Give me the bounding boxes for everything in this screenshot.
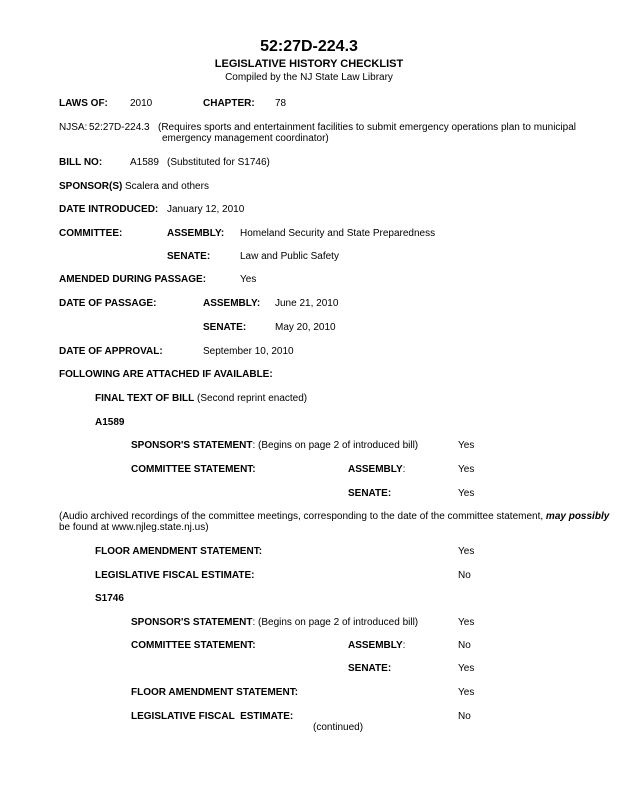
passage-assembly-value: June 21, 2010 — [275, 298, 339, 309]
bill-no-note: (Substituted for S1746) — [167, 157, 270, 168]
date-introduced-value: January 12, 2010 — [167, 204, 245, 215]
s1746-floor-value: Yes — [458, 687, 475, 698]
a1589-sponsor-statement — [131, 440, 418, 452]
a1589-floor-label: FLOOR AMENDMENT STATEMENT: — [95, 546, 263, 557]
bill-no-value: A1589 — [130, 157, 159, 168]
a1589-assembly-label: ASSEMBLY — [348, 464, 403, 475]
a1589-senate-value: Yes — [458, 488, 475, 499]
passage-senate-label: SENATE: — [203, 322, 247, 333]
a1589-heading: A1589 — [95, 417, 125, 428]
s1746-floor-label: FLOOR AMENDMENT STATEMENT: — [131, 687, 299, 698]
chapter-label: CHAPTER: — [203, 98, 255, 109]
a1589-assembly — [348, 464, 405, 476]
amended-value: Yes — [240, 274, 257, 285]
s1746-assembly-label: ASSEMBLY — [348, 640, 403, 651]
attached-heading: FOLLOWING ARE ATTACHED IF AVAILABLE: — [59, 369, 273, 380]
njsa-value: 52:27D-224.3 — [89, 122, 150, 133]
audio-note-emphasis: may possibly — [545, 511, 610, 522]
final-text-label: FINAL TEXT OF BILL — [95, 393, 195, 404]
passage-senate-value: May 20, 2010 — [275, 322, 336, 333]
committee-senate-label: SENATE: — [167, 251, 211, 262]
s1746-senate-value: Yes — [458, 663, 475, 674]
bill-no-label: BILL NO: — [59, 157, 103, 168]
final-text-note: (Second reprint enacted) — [197, 393, 308, 404]
audio-note-line2: be found at www.njleg.state.nj.us) — [59, 522, 209, 533]
chapter-value: 78 — [275, 98, 287, 109]
passage-label: DATE OF PASSAGE: — [59, 298, 157, 309]
a1589-fiscal-value: No — [458, 570, 471, 581]
committee-senate-value: Law and Public Safety — [240, 251, 339, 262]
njsa-description-line1: (Requires sports and entertainment facilities to submit emergency operations plan to municipal — [158, 122, 576, 133]
laws-of-label: LAWS OF: — [59, 98, 108, 109]
committee-assembly-value: Homeland Security and State Preparedness — [240, 228, 436, 239]
page-title: 52:27D-224.3 — [260, 38, 358, 55]
a1589-senate-label: SENATE: — [348, 488, 392, 499]
a1589-sponsor-value: Yes — [458, 440, 475, 451]
a1589-sponsor-note: : (Begins on page 2 of introduced bill) — [252, 440, 419, 451]
s1746-sponsor-value: Yes — [458, 617, 475, 628]
s1746-assembly-value: No — [458, 640, 471, 651]
page-subtitle: LEGISLATIVE HISTORY CHECKLIST — [214, 58, 404, 70]
date-introduced-label: DATE INTRODUCED: — [59, 204, 159, 215]
a1589-floor-value: Yes — [458, 546, 475, 557]
a1589-assembly-value: Yes — [458, 464, 475, 475]
committee-label: COMMITTEE: — [59, 228, 123, 239]
laws-of-value: 2010 — [130, 98, 153, 109]
s1746-committee-label: COMMITTEE STATEMENT: — [131, 640, 256, 651]
audio-note-line1 — [59, 511, 609, 523]
approval-label: DATE OF APPROVAL: — [59, 346, 163, 357]
s1746-sponsor-label: SPONSOR'S STATEMENT — [131, 617, 253, 628]
s1746-fiscal-label: LEGISLATIVE FISCAL ESTIMATE: — [131, 711, 294, 722]
final-text-line — [95, 393, 307, 405]
njsa-label: NJSA: — [59, 122, 88, 133]
a1589-sponsor-label: SPONSOR'S STATEMENT — [131, 440, 253, 451]
s1746-senate-label: SENATE: — [348, 663, 392, 674]
sponsors-label: SPONSOR(S) — [59, 181, 123, 192]
a1589-committee-label: COMMITTEE STATEMENT: — [131, 464, 256, 475]
s1746-assembly — [348, 640, 405, 652]
audio-note-text: (Audio archived recordings of the committee meetings, corresponding to the date of the committee statement, — [59, 511, 546, 522]
a1589-assembly-colon: : — [402, 464, 406, 475]
compiled-by: Compiled by the NJ State Law Library — [225, 72, 393, 83]
a1589-fiscal-label: LEGISLATIVE FISCAL ESTIMATE: — [95, 570, 255, 581]
s1746-assembly-colon: : — [402, 640, 406, 651]
committee-assembly-label: ASSEMBLY: — [167, 228, 225, 239]
sponsors-value: Scalera and others — [125, 181, 209, 192]
approval-value: September 10, 2010 — [203, 346, 294, 357]
s1746-sponsor-statement — [131, 617, 418, 629]
passage-assembly-label: ASSEMBLY: — [203, 298, 261, 309]
amended-label: AMENDED DURING PASSAGE: — [59, 274, 207, 285]
s1746-heading: S1746 — [95, 593, 124, 604]
s1746-sponsor-note: : (Begins on page 2 of introduced bill) — [252, 617, 419, 628]
njsa-description-line2: emergency management coordinator) — [162, 133, 329, 144]
continued-note: (continued) — [313, 722, 364, 733]
s1746-fiscal-value: No — [458, 711, 471, 722]
